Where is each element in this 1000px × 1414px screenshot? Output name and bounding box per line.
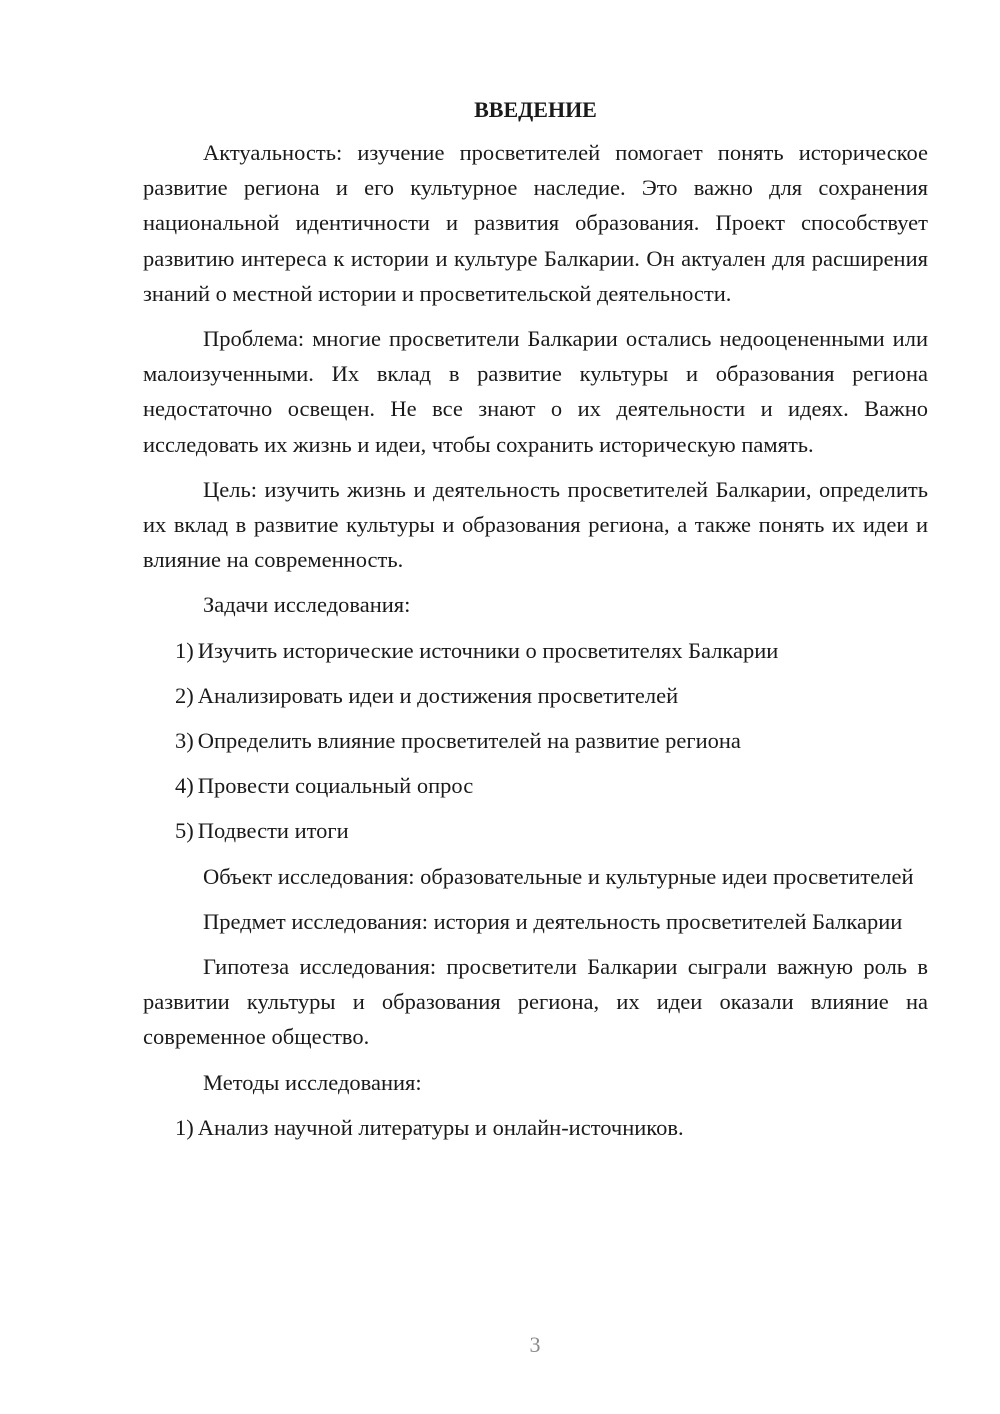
page-number: 3 (529, 1332, 541, 1357)
list-item (143, 633, 928, 668)
list-item (143, 1110, 928, 1145)
problem-paragraph: Проблема: многие просветители Балкарии остались недооцененными или малоизученными. Их вклад в развитие культуры и образования региона недостаточно освещен. Не все знают о их деятельности и идеях. Важно исследовать их жизнь и идеи, чтобы сохранить историческую память. (143, 326, 928, 457)
subject-paragraph: Предмет исследования: история и деятельность просветителей Балкарии (203, 908, 903, 934)
list-item (143, 813, 928, 848)
list-item-text: Определить влияние просветителей на развитие региона (197, 728, 741, 754)
list-item-number: 2) (175, 682, 194, 708)
list-item-text: Подвести итоги (197, 818, 349, 844)
tasks-heading: Задачи исследования: (203, 592, 411, 618)
methods-heading: Методы исследования: (203, 1069, 422, 1095)
list-item-text: Изучить исторические источники о просветителях Балкарии (197, 637, 779, 663)
list-item (143, 723, 928, 758)
list-item (143, 768, 928, 803)
list-item-number: 1) (175, 1114, 194, 1140)
list-item-number: 1) (175, 637, 194, 663)
methods-list (143, 1110, 928, 1145)
hypothesis-paragraph: Гипотеза исследования: просветители Балкарии сыграли важную роль в развитии культуры и образования региона, их идеи оказали влияние на современное общество. (143, 954, 928, 1050)
list-item-text: Провести социальный опрос (197, 773, 474, 799)
tasks-list (143, 633, 928, 849)
relevance-paragraph: Актуальность: изучение просветителей помогает понять историческое развитие региона и его культурное наследие. Это важно для сохранения национальной идентичности и развития образования. Проект способствует развитию интереса к истории и культуре Балкарии. Он актуален для расширения знаний о местной истории и просветительской деятельности. (143, 140, 928, 306)
object-paragraph: Объект исследования: образовательные и культурные идеи просветителей (203, 863, 914, 889)
list-item (143, 678, 928, 713)
list-item-number: 4) (175, 773, 194, 799)
section-title: ВВЕДЕНИЕ (474, 97, 597, 122)
document-page (143, 95, 928, 1155)
list-item-text: Анализ научной литературы и онлайн-источников. (197, 1114, 684, 1140)
list-item-number: 5) (175, 818, 194, 844)
list-item-text: Анализировать идеи и достижения просветителей (197, 682, 679, 708)
goal-paragraph: Цель: изучить жизнь и деятельность просветителей Балкарии, определить их вклад в развитие культуры и образования региона, а также понять их идеи и влияние на современность. (143, 476, 928, 573)
list-item-number: 3) (175, 728, 194, 754)
